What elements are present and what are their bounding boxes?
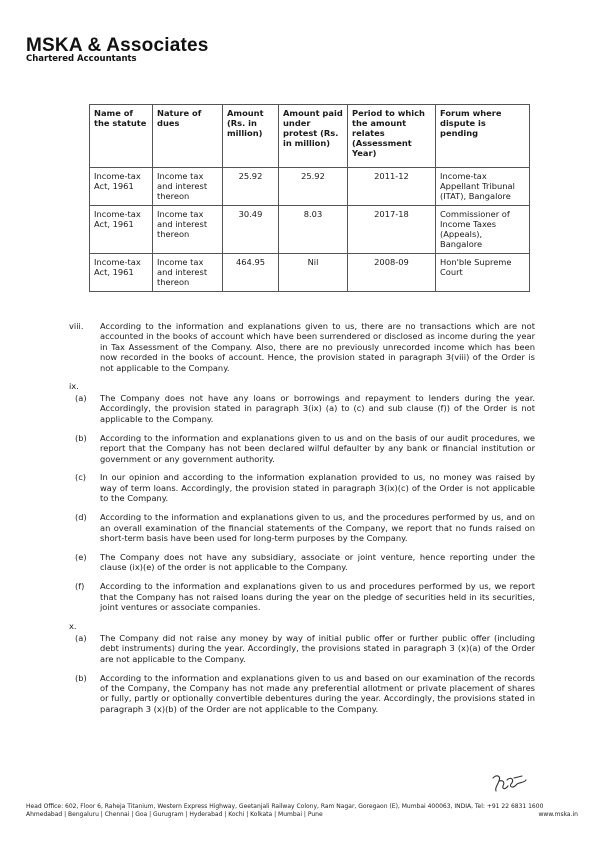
clause-ix-a	[69, 393, 535, 424]
page-footer	[26, 803, 578, 819]
sub-clause-letter: (a)	[75, 393, 87, 404]
column-header: Nature of dues	[153, 105, 223, 168]
footer-cities: Ahmedabad | Bengaluru | Chennai | Goa | Gurugram | Hyderabad | Kochi | Kolkata | Mumbai | Pune	[26, 811, 323, 818]
table-cell: Hon'ble Supreme Court	[436, 254, 530, 292]
table-cell: Commissioner of Income Taxes (Appeals), Bangalore	[436, 206, 530, 254]
sub-clause-text: The Company did not raise any money by way of initial public offer or further public offer (including debt instruments) during the year. Accordingly, the provisions stated in paragraph 3 (x)(a) of the Order are not applicable to the Company.	[100, 632, 535, 664]
clause-ix-c	[69, 472, 535, 503]
footer-address: Head Office: 602, Floor 6, Raheja Titanium, Western Express Highway, Geetanjali Railway Colony, Ram Nagar, Goregaon (E), Mumbai 400063, INDIA, Tel: +91 22 6831 1600	[26, 803, 544, 810]
column-header: Name of the statute	[90, 105, 153, 168]
sub-clause-letter: (c)	[75, 472, 87, 483]
table-cell: 8.03	[279, 206, 348, 254]
sub-clause-text: The Company does not have any loans or borrowings and repayment to lenders during the year. Accordingly, the provision stated in paragraph 3(ix) (a) to (c) and sub clause (f)) of the Order is not applicable to the Company.	[100, 393, 535, 424]
column-header: Amount paid under protest (Rs. in million)	[279, 105, 348, 168]
firm-subtitle: Chartered Accountants	[26, 54, 137, 64]
disputed-dues-table	[89, 104, 530, 292]
table-cell: Income-tax Act, 1961	[90, 206, 153, 254]
clause-ix-e	[69, 552, 535, 573]
firm-name: MSKA & Associates	[26, 35, 209, 56]
clause-x-label: x.	[69, 620, 77, 631]
sub-clause-text: According to the information and explanations given to us and based on our examination of the records of the Company, the Company has not made any preferential allotment or private placement of shares or fully, partly or optionally convertible debentures during the year. Accordingly, the provisions stated in paragraph 3 (x)(b) of the Order are not applicable to the Company.	[100, 672, 535, 714]
sub-clause-text: The Company does not have any subsidiary, associate or joint venture, hence reporting under the clause (ix)(e) of the order is not applicable to the Company.	[100, 551, 535, 573]
table-cell: Income-tax Act, 1961	[90, 254, 153, 292]
table-row	[90, 206, 530, 254]
sub-clause-letter: (b)	[75, 432, 87, 443]
table-cell: 25.92	[223, 168, 279, 206]
table-cell: Income-tax Act, 1961	[90, 168, 153, 206]
column-header: Amount (Rs. in million)	[223, 105, 279, 168]
sub-clause-text: According to the information and explanations given to us, and the procedures performed by us, and on an overall examination of the financial statements of the Company, we report that no funds raised on short-term basis have been used for long-term purposes by the Company.	[100, 512, 535, 543]
clause-ix-d	[69, 512, 535, 543]
table-cell: 2008-09	[348, 254, 436, 292]
sub-clause-letter: (b)	[75, 672, 87, 683]
column-header: Forum where dispute is pending	[436, 105, 530, 168]
clause-x-b	[69, 673, 535, 715]
sub-clause-text: In our opinion and according to the information explanation provided to us, no money was raised by way of term loans. Accordingly, the provision stated in paragraph 3(ix)(c) of the Order is not applicable to the Company.	[100, 472, 535, 504]
sub-clause-text: According to the information and explanations given to us and procedures performed by us, we report that the Company has not raised loans during the year on the pledge of securities held in its securities, joint ventures or associate companies.	[100, 581, 535, 613]
table-header-row	[90, 105, 530, 168]
footer-row	[26, 811, 578, 819]
clause-text: According to the information and explanations given to us, there are no transactions which are not accounted in the books of account which have been surrendered or disclosed as income during the year in Tax Assessment of the Company. Also, there are no previously unrecorded income which has been now recorded in the books of account. Hence, the provision stated in paragraph 3(viii) of the Order is not applicable to the Company.	[100, 321, 535, 373]
table-cell: Income-tax Appellant Tribunal (ITAT), Bangalore	[436, 168, 530, 206]
table-cell: 2017-18	[348, 206, 436, 254]
sub-clause-letter: (d)	[75, 512, 87, 523]
signature	[489, 772, 529, 796]
table-row	[90, 254, 530, 292]
table-cell: 30.49	[223, 206, 279, 254]
sub-clause-letter: (e)	[75, 551, 87, 562]
sub-clause-text: According to the information and explanations given to us and on the basis of our audit procedures, we report that the Company has not been declared wilful defaulter by any bank or financial institution or government or any government authority.	[100, 432, 535, 464]
clause-ix-label: ix.	[69, 381, 79, 392]
table-cell: 2011-12	[348, 168, 436, 206]
clause-viii	[69, 321, 535, 373]
sub-clause-letter: (f)	[75, 581, 85, 592]
table-cell: Nil	[279, 254, 348, 292]
table-row	[90, 168, 530, 206]
table-cell: Income tax and interest thereon	[153, 206, 223, 254]
column-header: Period to which the amount relates (Assessment Year)	[348, 105, 436, 168]
report-body	[69, 321, 535, 723]
table-cell: Income tax and interest thereon	[153, 168, 223, 206]
clause-number: viii.	[69, 321, 84, 331]
clause-ix-f	[69, 581, 535, 612]
sub-clause-letter: (a)	[75, 632, 87, 643]
footer-website: www.mska.in	[538, 811, 578, 818]
table-cell: 25.92	[279, 168, 348, 206]
table-cell: Income tax and interest thereon	[153, 254, 223, 292]
clause-x-a	[69, 633, 535, 664]
table-cell: 464.95	[223, 254, 279, 292]
clause-ix-b	[69, 433, 535, 464]
